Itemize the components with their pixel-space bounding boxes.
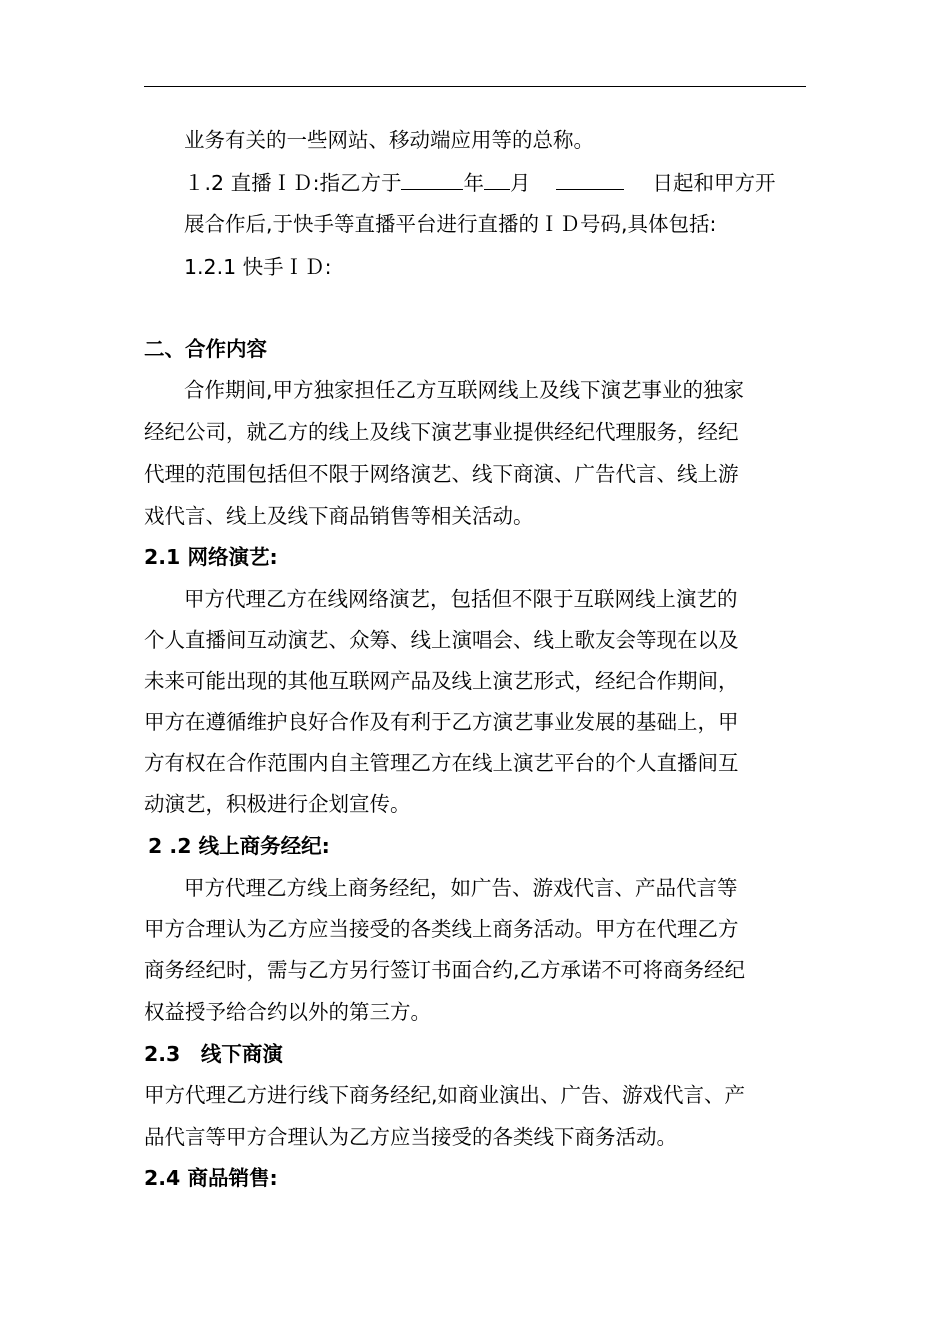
paragraph-line: 甲方合理认为乙方应当接受的各类线上商务活动。甲方在代理乙方 <box>144 917 739 941</box>
month-blank[interactable] <box>484 169 510 190</box>
subheading-2-2: 2 .2 线上商务经纪: <box>148 834 330 858</box>
day-blank[interactable] <box>556 169 624 190</box>
intro-line-4: 1.2.1 快手ＩＤ: <box>184 255 332 279</box>
section-title: 二、合作内容 <box>144 337 267 361</box>
intro-line-2 <box>184 169 775 197</box>
intro-line-1: 业务有关的一些网站、移动端应用等的总称。 <box>184 128 594 152</box>
subheading-2-1: 2.1 网络演艺: <box>144 545 278 569</box>
paragraph-line: 甲方代理乙方线上商务经纪，如广告、游戏代言、产品代言等 <box>184 876 738 900</box>
paragraph-line: 个人直播间互动演艺、众筹、线上演唱会、线上歌友会等现在以及 <box>144 628 739 652</box>
paragraph-line: 权益授予给合约以外的第三方。 <box>144 1000 431 1024</box>
year-label: 年 <box>463 171 484 195</box>
paragraph-line: 合作期间,甲方独家担任乙方互联网线上及线下演艺事业的独家 <box>184 378 745 402</box>
start-cooperation-text: 日起和甲方开 <box>652 171 776 195</box>
header-rule <box>144 86 806 87</box>
paragraph-line: 甲方代理乙方在线网络演艺，包括但不限于互联网线上演艺的 <box>184 587 738 611</box>
id-definition-text: １.2 直播ＩＤ:指乙方于 <box>184 171 402 195</box>
subheading-2-3: 2.3 线下商演 <box>144 1042 283 1066</box>
paragraph-line: 动演艺，积极进行企划宣传。 <box>144 792 411 816</box>
paragraph-line: 甲方代理乙方进行线下商务经纪,如商业演出、广告、游戏代言、产 <box>144 1083 746 1107</box>
paragraph-line: 商务经纪时，需与乙方另行签订书面合约,乙方承诺不可将商务经纪 <box>144 958 746 982</box>
subheading-2-4: 2.4 商品销售: <box>144 1166 278 1190</box>
paragraph-line: 经纪公司，就乙方的线上及线下演艺事业提供经纪代理服务，经纪 <box>144 420 739 444</box>
paragraph-line: 甲方在遵循维护良好合作及有利于乙方演艺事业发展的基础上，甲 <box>144 710 739 734</box>
paragraph-line: 方有权在合作范围内自主管理乙方在线上演艺平台的个人直播间互 <box>144 751 739 775</box>
intro-line-3: 展合作后,于快手等直播平台进行直播的ＩＤ号码,具体包括: <box>184 212 717 236</box>
paragraph-line: 品代言等甲方合理认为乙方应当接受的各类线下商务活动。 <box>144 1125 677 1149</box>
year-blank[interactable] <box>401 169 463 190</box>
month-label: 月 <box>509 171 531 195</box>
paragraph-line: 未来可能出现的其他互联网产品及线上演艺形式，经纪合作期间， <box>144 669 739 693</box>
paragraph-line: 代理的范围包括但不限于网络演艺、线下商演、广告代言、线上游 <box>144 462 739 486</box>
paragraph-line: 戏代言、线上及线下商品销售等相关活动。 <box>144 504 534 528</box>
